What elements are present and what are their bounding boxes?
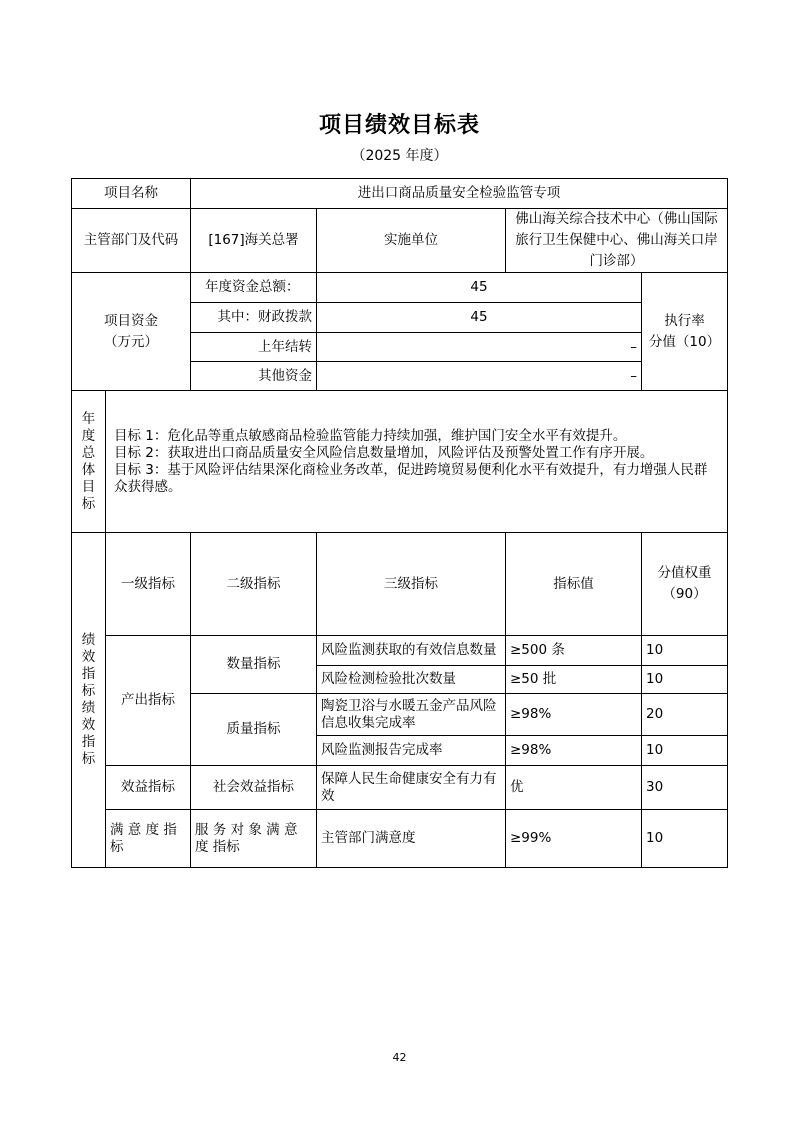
row-project-name (72, 179, 728, 209)
goal-item: 目标 2：获取进出口商品质量安全风险信息数量增加，风险评估及预警处置工作有序开展。 (114, 444, 654, 461)
fund-total-label: 年度资金总额： (191, 273, 317, 303)
goals-label-char: 标 (81, 495, 96, 512)
page-subtitle: （2025 年度） (351, 148, 448, 164)
header-level1: 一级指标 (106, 533, 191, 636)
goal-item: 目标 3：基于风险评估结果深化商检业务改革，促进跨境贸易便利化水平有效提升，有力增强人民群众获得感。 (114, 461, 708, 495)
satisfaction-indicator-label: 满 意 度 指 标 (106, 810, 191, 868)
indicator-weight: 30 (642, 766, 728, 810)
output-indicator-label: 产出指标 (106, 636, 191, 766)
indicators-label-char: 效 (81, 649, 96, 665)
row-indicator-header (72, 533, 728, 636)
indicator-value: ≥98% (506, 694, 642, 736)
funds-label (72, 273, 191, 391)
project-name-label: 项目名称 (72, 179, 191, 209)
fund-fiscal-label: 其中：财政拨款 (191, 303, 317, 333)
table-row (72, 766, 728, 810)
table-row (72, 636, 728, 666)
exec-rate-label: 执行率 (664, 312, 705, 329)
goals-label (72, 391, 106, 533)
goals-content (106, 391, 728, 533)
dept-label: 主管部门及代码 (72, 209, 191, 273)
indicator-value: ≥99% (506, 810, 642, 868)
page-title: 项目绩效目标表 (318, 113, 480, 138)
indicator-weight: 10 (642, 666, 728, 694)
benefit-indicator-label: 效益指标 (106, 766, 191, 810)
header-weight (642, 533, 728, 636)
table-row (72, 810, 728, 868)
indicators-label-char: 标 (81, 683, 96, 699)
indicator-weight: 10 (642, 810, 728, 868)
indicators-label-char: 指 (81, 666, 96, 682)
fund-other-label: 其他资金 (191, 362, 317, 391)
indicator-value: ≥98% (506, 736, 642, 766)
indicator-name: 风险监测报告完成率 (317, 736, 506, 766)
row-department (72, 209, 728, 273)
page-number: 42 (392, 1051, 407, 1064)
row-annual-goals (72, 391, 728, 533)
unit-value: 佛山海关综合技术中心（佛山国际旅行卫生保健中心、佛山海关口岸门诊部） (506, 209, 728, 273)
indicator-value: 优 (506, 766, 642, 810)
indicator-weight: 10 (642, 736, 728, 766)
goals-label-char: 目 (81, 478, 96, 495)
indicator-name: 陶瓷卫浴与水暖五金产品风险信息收集完成率 (317, 694, 506, 736)
indicators-label-char: 绩 (81, 700, 96, 716)
indicators-label-char: 效 (81, 717, 96, 733)
indicator-value: ≥500 条 (506, 636, 642, 666)
header-weight-label: 分值权重 (657, 565, 712, 581)
row-fund-total (72, 273, 728, 303)
unit-label: 实施单位 (317, 209, 506, 273)
indicator-name: 风险监测获取的有效信息数量 (317, 636, 506, 666)
indicators-label-char: 绩 (81, 632, 96, 648)
quality-indicator-label: 质量指标 (191, 694, 317, 766)
indicator-name: 主管部门满意度 (317, 810, 506, 868)
funds-label-text: 项目资金 (104, 312, 158, 329)
header-level2: 二级指标 (191, 533, 317, 636)
fund-carryover-label: 上年结转 (191, 333, 317, 362)
indicators-label-char: 标 (81, 751, 96, 767)
fund-total-value: 45 (317, 273, 642, 303)
indicator-name: 保障人民生命健康安全有力有效 (317, 766, 506, 810)
header-value: 指标值 (506, 533, 642, 636)
goals-label-char: 度 (81, 427, 96, 444)
project-name-value: 进出口商品质量安全检验监管专项 (191, 179, 728, 209)
indicators-label (72, 533, 106, 868)
dept-value: [167]海关总署 (191, 209, 317, 273)
exec-rate-score: 分值（10） (648, 333, 721, 350)
indicator-name: 风险检测检验批次数量 (317, 666, 506, 694)
header-weight-sub: （90） (662, 586, 707, 602)
fund-other-value: – (317, 362, 642, 391)
header-level3: 三级指标 (317, 533, 506, 636)
indicator-weight: 20 (642, 694, 728, 736)
quantity-indicator-label: 数量指标 (191, 636, 317, 694)
performance-table (71, 178, 728, 868)
indicator-value: ≥50 批 (506, 666, 642, 694)
goal-item: 目标 1：危化品等重点敏感商品检验监管能力持续加强，维护国门安全水平有效提升。 (114, 427, 627, 444)
indicator-weight: 10 (642, 636, 728, 666)
goals-label-char: 总 (81, 444, 96, 461)
exec-rate-cell (642, 273, 728, 391)
funds-label-unit: （万元） (104, 333, 158, 350)
goals-label-char: 年 (81, 410, 96, 427)
fund-carryover-value: – (317, 333, 642, 362)
fund-fiscal-value: 45 (317, 303, 642, 333)
social-benefit-label: 社会效益指标 (191, 766, 317, 810)
indicators-label-char: 指 (81, 734, 96, 750)
service-satisfaction-label: 服 务 对 象 满 意 度 指标 (191, 810, 317, 868)
goals-label-char: 体 (81, 461, 96, 478)
